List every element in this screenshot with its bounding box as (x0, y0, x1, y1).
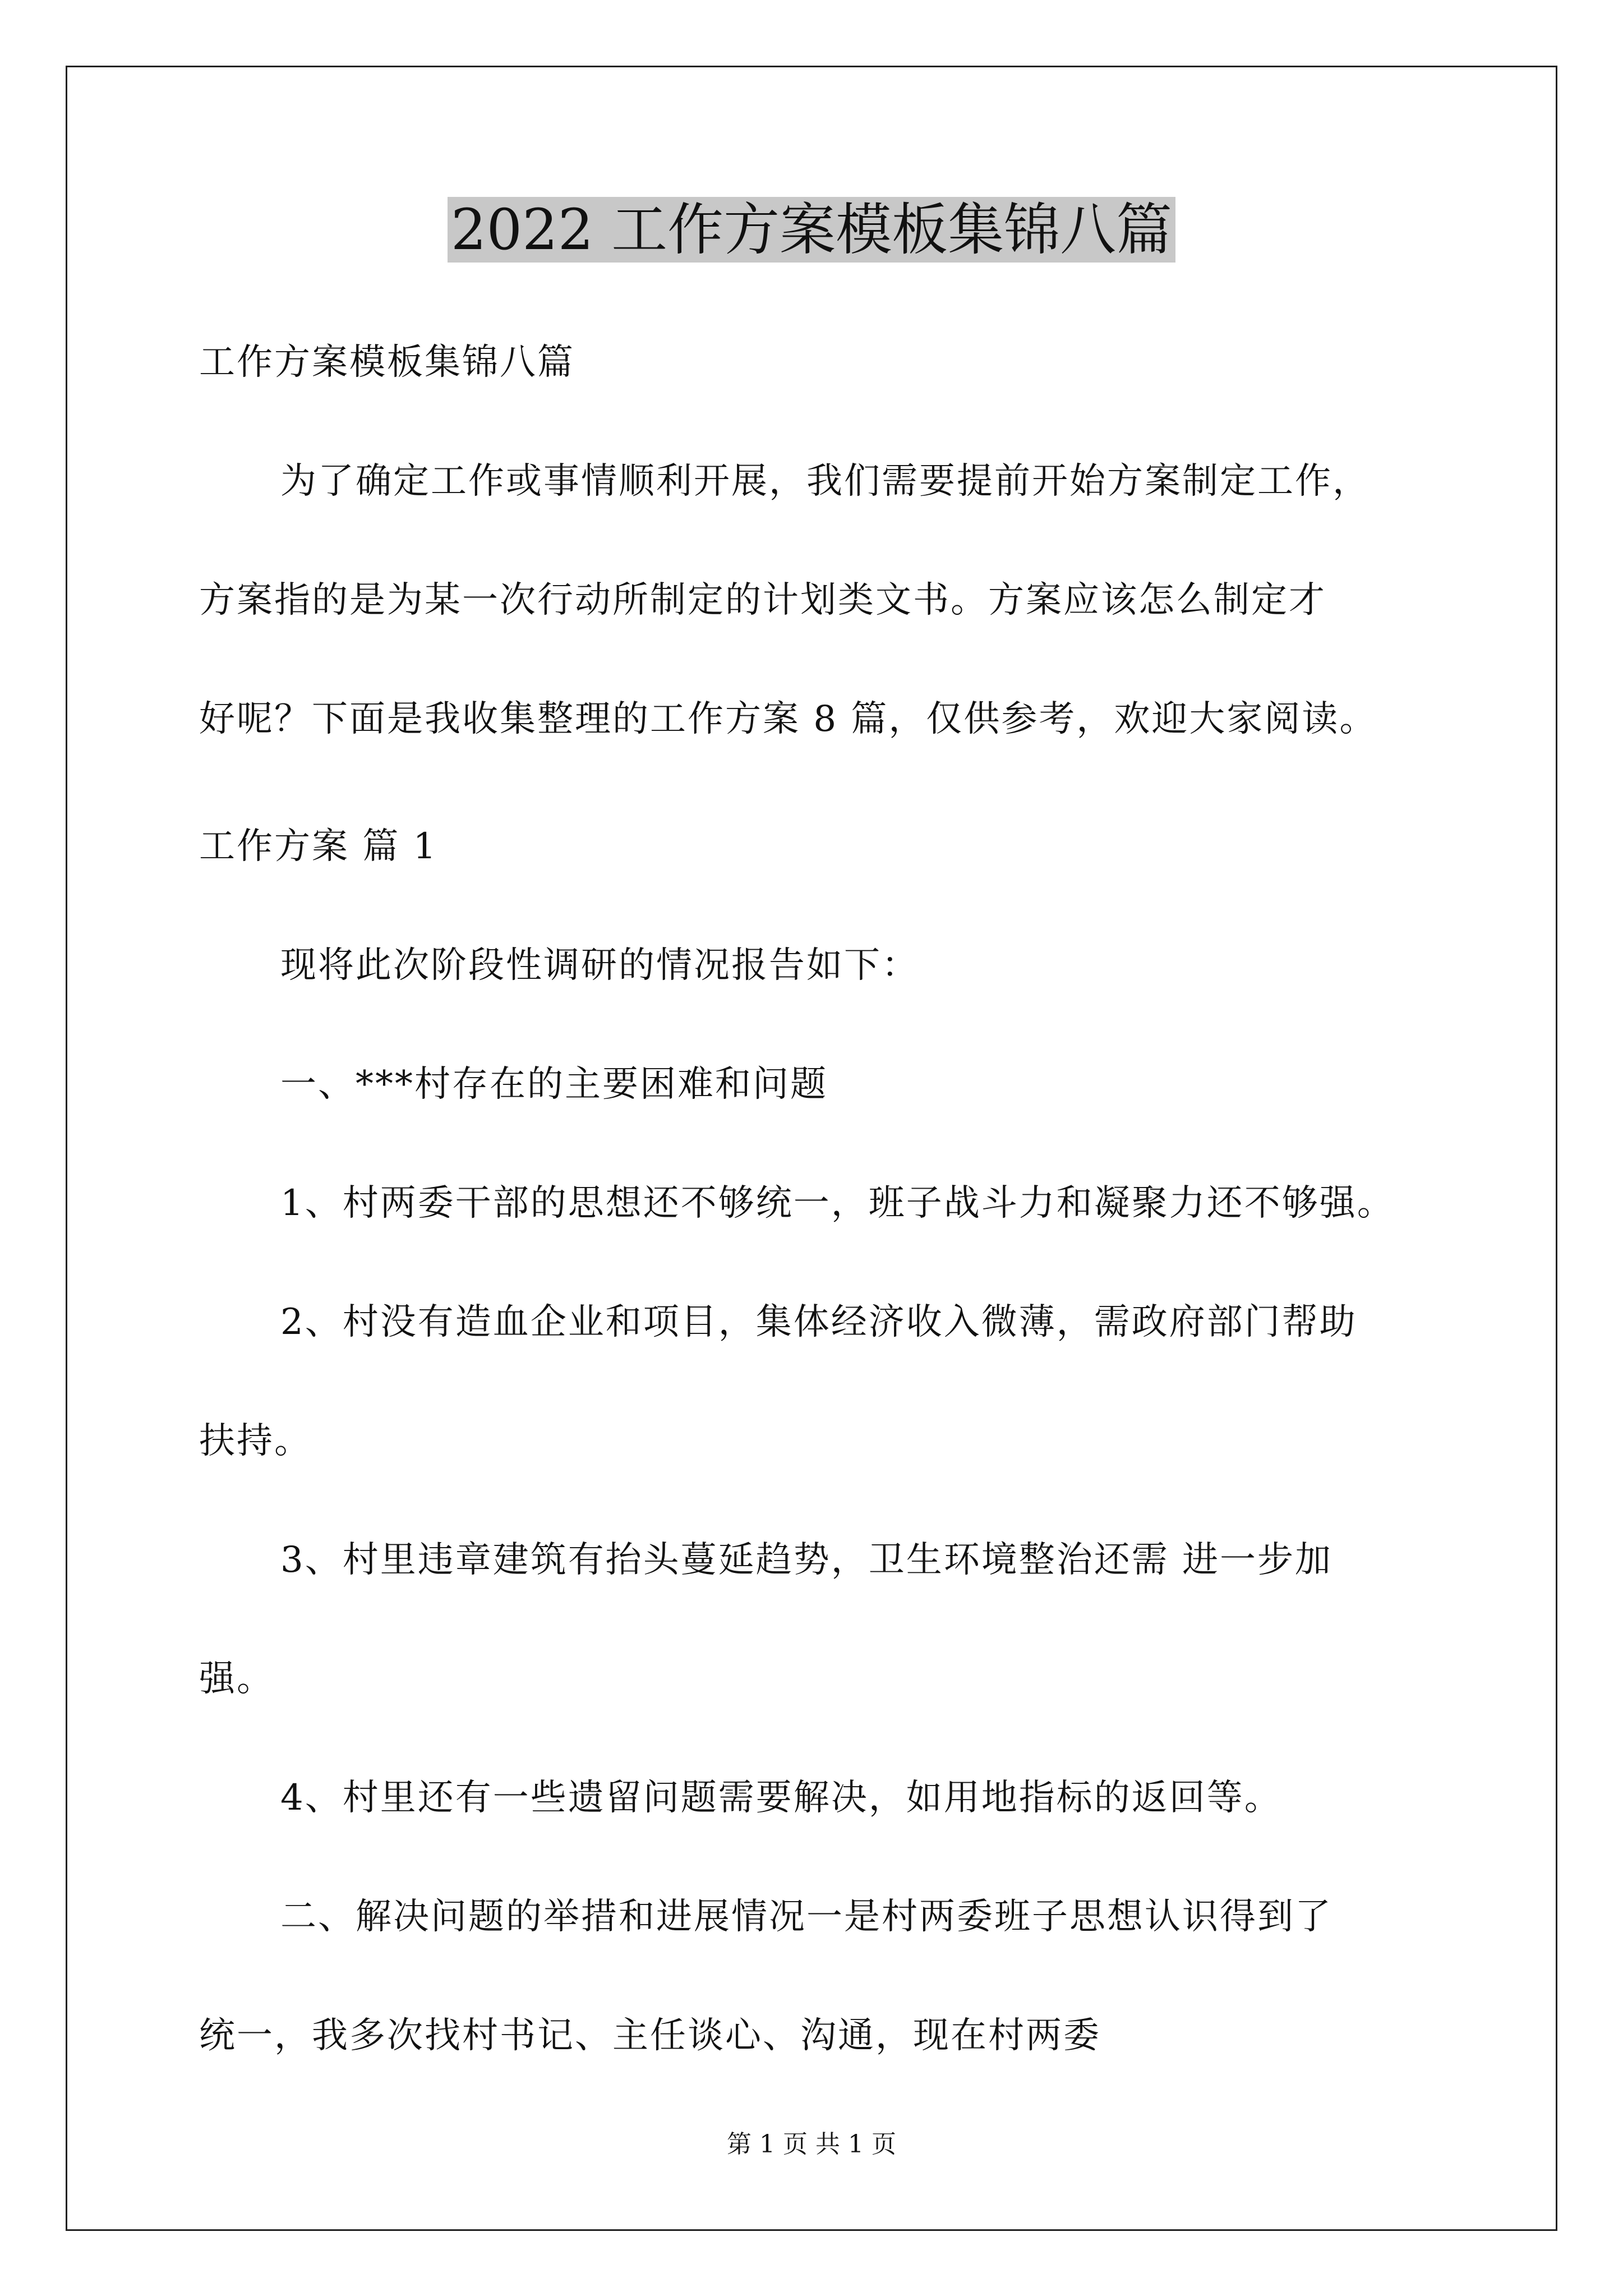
body-line-10: 统一，我多次找村书记、主任谈心、沟通，现在村两委 (199, 2015, 1101, 2056)
intro-line-1: 为了确定工作或事情顺利开展，我们需要提前开始方案制定工作， (280, 461, 1370, 502)
document-body (199, 342, 1427, 2056)
body-line-5: 扶持。 (199, 1420, 312, 1462)
page-number-label: 第 1 页 共 1 页 (727, 2130, 896, 2159)
intro-line-3: 好呢？下面是我收集整理的工作方案 8 篇，仅供参考，欢迎大家阅读。 (199, 698, 1377, 740)
body-line-1: 现将此次阶段性调研的情况报告如下： (280, 945, 919, 986)
body-line-8: 4、村里还有一些遗留问题需要解决，如用地指标的返回等。 (280, 1777, 1282, 1819)
body-line-2: 一、***村存在的主要困难和问题 (280, 1064, 828, 1105)
document-title-text: 2022 工作方案模板集锦八篇 (448, 197, 1175, 263)
document-subtitle: 工作方案模板集锦八篇 (199, 342, 575, 383)
body-line-7: 强。 (199, 1658, 274, 1700)
body-line-9: 二、解决问题的举措和进展情况一是村两委班子思想认识得到了 (280, 1896, 1332, 1938)
body-line-4: 2、村没有造血企业和项目，集体经济收入微薄，需政府部门帮助 (280, 1301, 1357, 1343)
document-title (0, 191, 1623, 269)
body-line-6: 3、村里违章建筑有抬头蔓延趋势，卫生环境整治还需 进一步加 (280, 1539, 1333, 1581)
intro-line-2: 方案指的是为某一次行动所制定的计划类文书。方案应该怎么制定才 (199, 579, 1326, 621)
page-footer (0, 2129, 1623, 2160)
body-line-3: 1、村两委干部的思想还不够统一，班子战斗力和凝聚力还不够强。 (280, 1182, 1395, 1224)
section-heading: 工作方案 篇 1 (199, 826, 438, 867)
